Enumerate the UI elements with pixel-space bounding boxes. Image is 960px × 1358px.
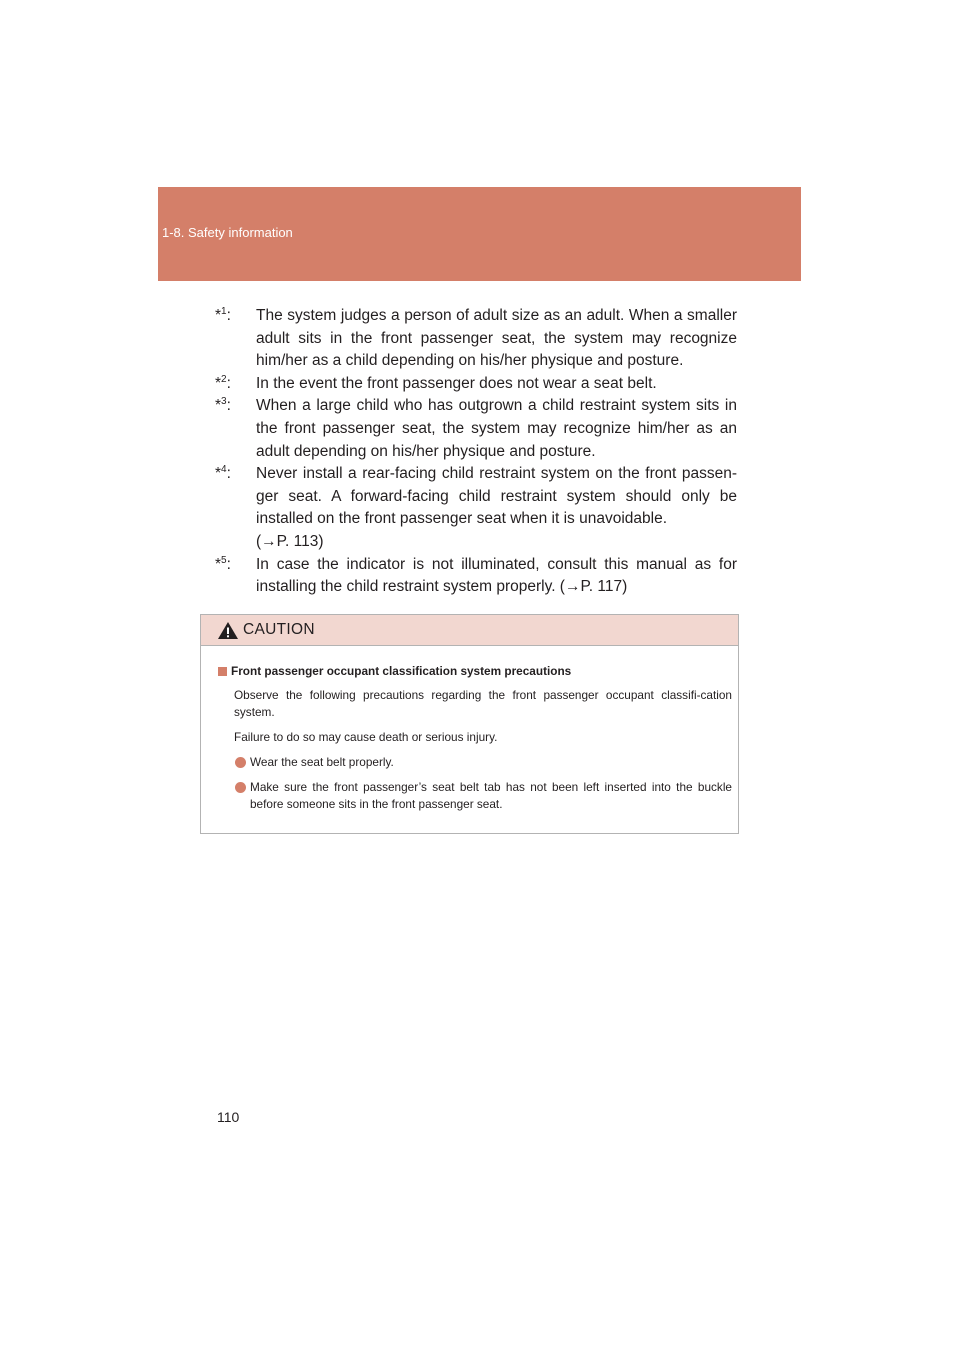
footnote-asterisk: * xyxy=(215,307,222,324)
footnote-colon: : xyxy=(226,465,231,483)
footnote-marker xyxy=(215,305,231,328)
square-bullet-icon xyxy=(218,667,227,676)
caution-label: CAUTION xyxy=(243,621,315,638)
caution-bullet xyxy=(218,779,732,813)
section-title: 1-8. Safety information xyxy=(162,225,293,240)
footnote-number: 1 xyxy=(221,306,227,317)
footnote-number: 4 xyxy=(221,464,227,476)
footnote-number: 5 xyxy=(221,554,227,566)
footnote-marker xyxy=(215,554,231,577)
footnote-marker xyxy=(215,395,231,418)
caution-header xyxy=(201,615,738,646)
caution-paragraph: Observe the following precautions regarding the front passenger occupant classifi-cation system. xyxy=(234,688,732,719)
footnote-1 xyxy=(215,305,737,373)
footnote-text: In case the indicator is not illuminated, consult this manual as for installing the child restraint system properly. (→P. 117) xyxy=(256,555,737,596)
footnotes xyxy=(215,305,737,599)
caution-paragraph: Failure to do so may cause death or serious injury. xyxy=(234,730,498,744)
footnote-asterisk: * xyxy=(215,465,222,483)
circle-bullet-icon xyxy=(235,782,246,793)
footnote-text: In the event the front passenger does not wear a seat belt. xyxy=(256,374,657,392)
footnote-5 xyxy=(215,554,737,599)
footnote-colon: : xyxy=(226,374,231,392)
warning-triangle-icon xyxy=(217,621,239,640)
footnote-colon: : xyxy=(226,307,231,324)
caution-box xyxy=(200,614,739,834)
footnote-4 xyxy=(215,463,737,553)
footnote-marker xyxy=(215,463,231,486)
footnote-text: The system judges a person of adult size as an adult. When a smaller adult sits in the front passenger seat, the system may recognize him/her as a child depending on his/her physique and posture. xyxy=(256,307,737,370)
footnote-asterisk: * xyxy=(215,374,222,392)
footnote-number: 2 xyxy=(221,373,227,385)
footnote-number: 3 xyxy=(221,396,227,408)
footnote-3 xyxy=(215,395,737,463)
footnote-text: When a large child who has outgrown a child restraint system sits in the front passenger seat, the system may recognize him/her as an adult depending on his/her physique and posture. xyxy=(256,397,737,460)
caution-bullet-text: Make sure the front passenger’s seat belt tab has not been left inserted into the buckle before someone sits in the front passenger seat. xyxy=(250,780,732,811)
page-reference-link[interactable]: (→P. 113) xyxy=(256,532,324,550)
section-header-bar xyxy=(158,187,801,281)
caution-bullet-text: Wear the seat belt properly. xyxy=(250,755,394,769)
footnote-colon: : xyxy=(226,555,231,573)
footnote-asterisk: * xyxy=(215,555,222,573)
page-number: 110 xyxy=(217,1109,240,1125)
footnote-2 xyxy=(215,373,737,396)
footnote-text: Never install a rear-facing child restraint system on the front passen-ger seat. A forward-facing child restraint system should only be installed on the front passenger seat when it is unavoidable. xyxy=(256,465,737,528)
footnote-colon: : xyxy=(226,397,231,415)
caution-subheading xyxy=(218,663,732,680)
caution-body xyxy=(201,646,738,813)
footnote-marker xyxy=(215,373,231,396)
footnote-asterisk: * xyxy=(215,397,222,415)
circle-bullet-icon xyxy=(235,757,246,768)
caution-subheading-text: Front passenger occupant classification system precautions xyxy=(231,664,572,678)
caution-bullet xyxy=(218,754,732,771)
